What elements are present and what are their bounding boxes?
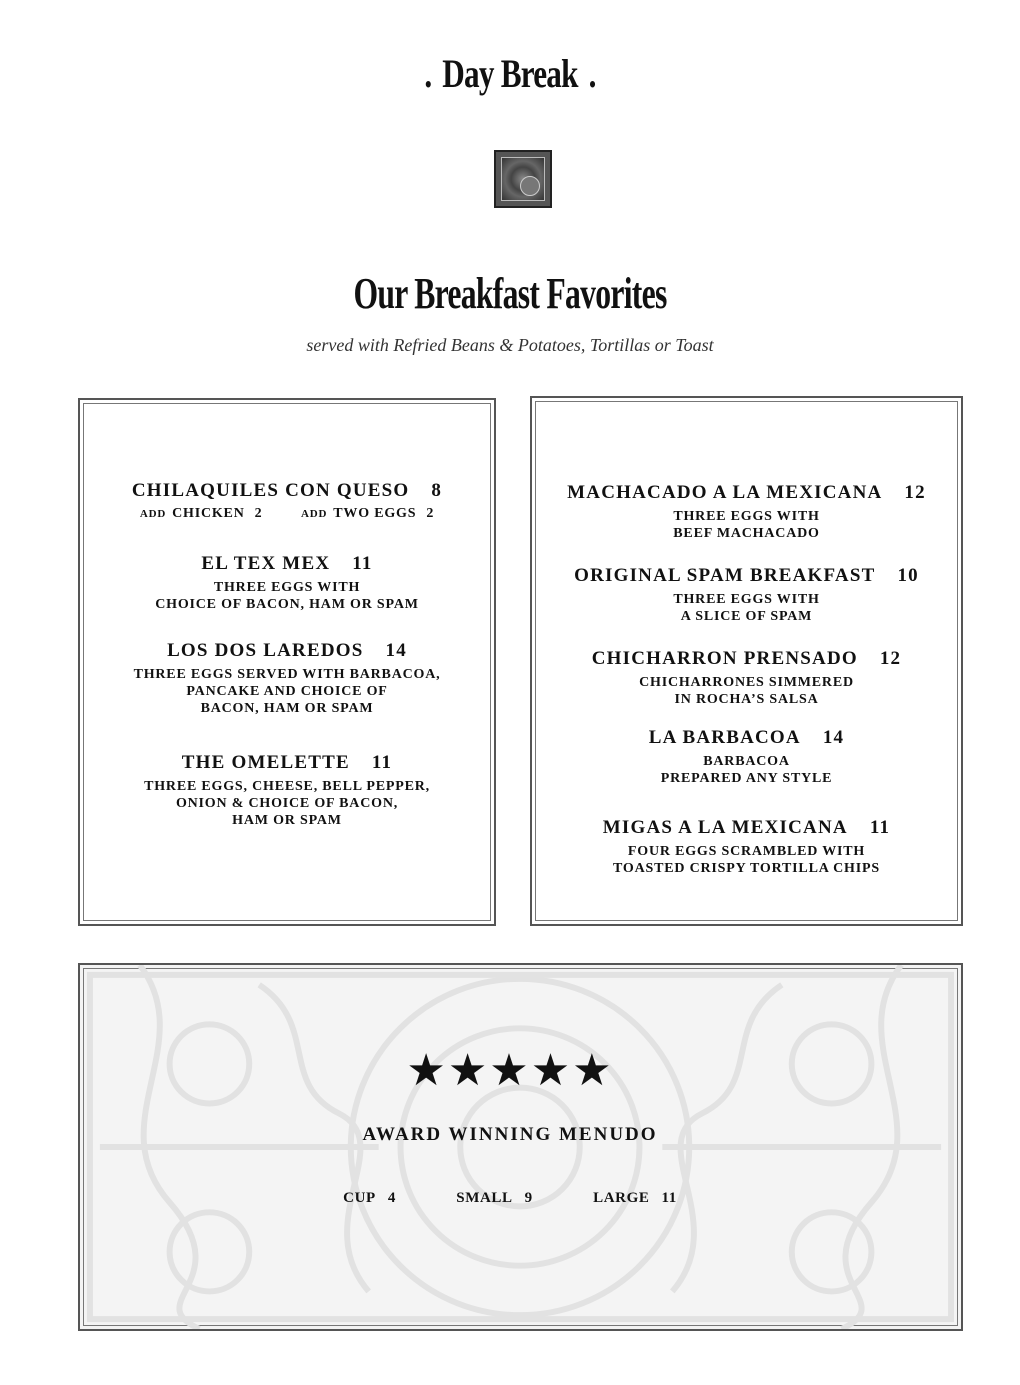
menu-item — [532, 648, 961, 708]
restaurant-name: Day Break — [442, 51, 578, 96]
size-option-cup: CUP 4 — [343, 1190, 396, 1206]
addon-price: 2 — [426, 506, 435, 521]
section-tagline: served with Refried Beans & Potatoes, Tortillas or Toast — [306, 335, 714, 355]
menu-item-price: 11 — [371, 752, 393, 773]
menu-item — [532, 817, 961, 877]
size-option-small: SMALL 9 — [456, 1190, 533, 1206]
menu-item — [80, 480, 494, 522]
addon-label: TWO EGGS — [333, 506, 417, 521]
menu-item — [80, 553, 494, 613]
menu-item — [80, 640, 494, 717]
menu-item-name: CHILAQUILES CON QUESO 8 — [131, 480, 443, 501]
ornament-emblem-icon — [494, 150, 552, 208]
title-dot-right: . — [588, 51, 596, 96]
menu-item-name: MACHACADO A LA MEXICANA 12 — [567, 482, 926, 503]
size-price: 9 — [524, 1190, 533, 1206]
menu-item-name: LOS DOS LAREDOS 14 — [167, 640, 407, 661]
menu-item-price: 11 — [352, 553, 373, 574]
menu-item — [532, 565, 961, 625]
menu-item-description: THREE EGGS WITH A SLICE OF SPAM — [673, 592, 820, 624]
menu-item-description: THREE EGGS, CHEESE, BELL PEPPER, ONION & CHOICE OF BACON, HAM OR SPAM — [144, 779, 430, 828]
menu-item-price: 10 — [897, 565, 919, 586]
menu-item-price: 14 — [822, 727, 845, 748]
menu-item-name: CHICHARRON PRENSADO 12 — [591, 648, 902, 669]
size-price: 4 — [387, 1190, 396, 1206]
menu-item-description: BARBACOA PREPARED ANY STYLE — [660, 754, 833, 786]
menu-item-name: MIGAS A LA MEXICANA 11 — [602, 817, 891, 838]
menu-item-description: THREE EGGS WITH BEEF MACHACADO — [673, 509, 820, 541]
menu-item — [532, 727, 961, 787]
menu-item-name: EL TEX MEX 11 — [201, 553, 373, 574]
menu-item-name: LA BARBACOA 14 — [648, 727, 845, 748]
size-price: 11 — [661, 1190, 677, 1206]
menu-item-addons — [80, 506, 494, 522]
menudo-box — [78, 963, 963, 1331]
page-title — [112, 50, 908, 97]
menu-box-left — [78, 398, 496, 926]
size-option-large: LARGE 11 — [593, 1190, 677, 1206]
ornamental-background-pattern — [80, 965, 961, 1329]
menu-item-description: THREE EGGS WITH CHOICE OF BACON, HAM OR SPAM — [155, 580, 419, 612]
menu-item-price: 12 — [879, 648, 902, 669]
ornament-inner — [501, 157, 545, 201]
addon-label: CHICKEN — [172, 506, 245, 521]
menudo-title: AWARD WINNING MENUDO — [362, 1124, 658, 1145]
addon-price: 2 — [254, 506, 263, 521]
menu-item-price: 8 — [431, 480, 443, 501]
menu-item-description: FOUR EGGS SCRAMBLED WITH TOASTED CRISPY TORTILLA CHIPS — [613, 844, 880, 876]
menu-item — [80, 752, 494, 829]
menu-item-name: THE OMELETTE 11 — [181, 752, 393, 773]
menu-item-name: ORIGINAL SPAM BREAKFAST 10 — [574, 565, 919, 586]
title-dot-left: . — [424, 51, 432, 96]
section-title: Our Breakfast Favorites — [353, 269, 667, 318]
menu-item-description: CHICHARRONES SIMMERED IN ROCHA’S SALSA — [639, 675, 854, 707]
five-star-rating-icon: ★★★★★ — [406, 1045, 614, 1096]
menu-item-description: THREE EGGS SERVED WITH BARBACOA, PANCAKE AND CHOICE OF BACON, HAM OR SPAM — [133, 667, 441, 716]
menu-item-price: 14 — [385, 640, 407, 661]
menu-item-price: 12 — [904, 482, 926, 503]
addon-prefix: ADD — [301, 508, 328, 520]
menudo-sizes — [0, 1190, 1020, 1207]
menu-item-price: 11 — [869, 817, 891, 838]
ornament-core — [520, 176, 540, 196]
menu-item — [532, 482, 961, 542]
addon-prefix: ADD — [139, 508, 167, 520]
menu-box-right — [530, 396, 963, 926]
